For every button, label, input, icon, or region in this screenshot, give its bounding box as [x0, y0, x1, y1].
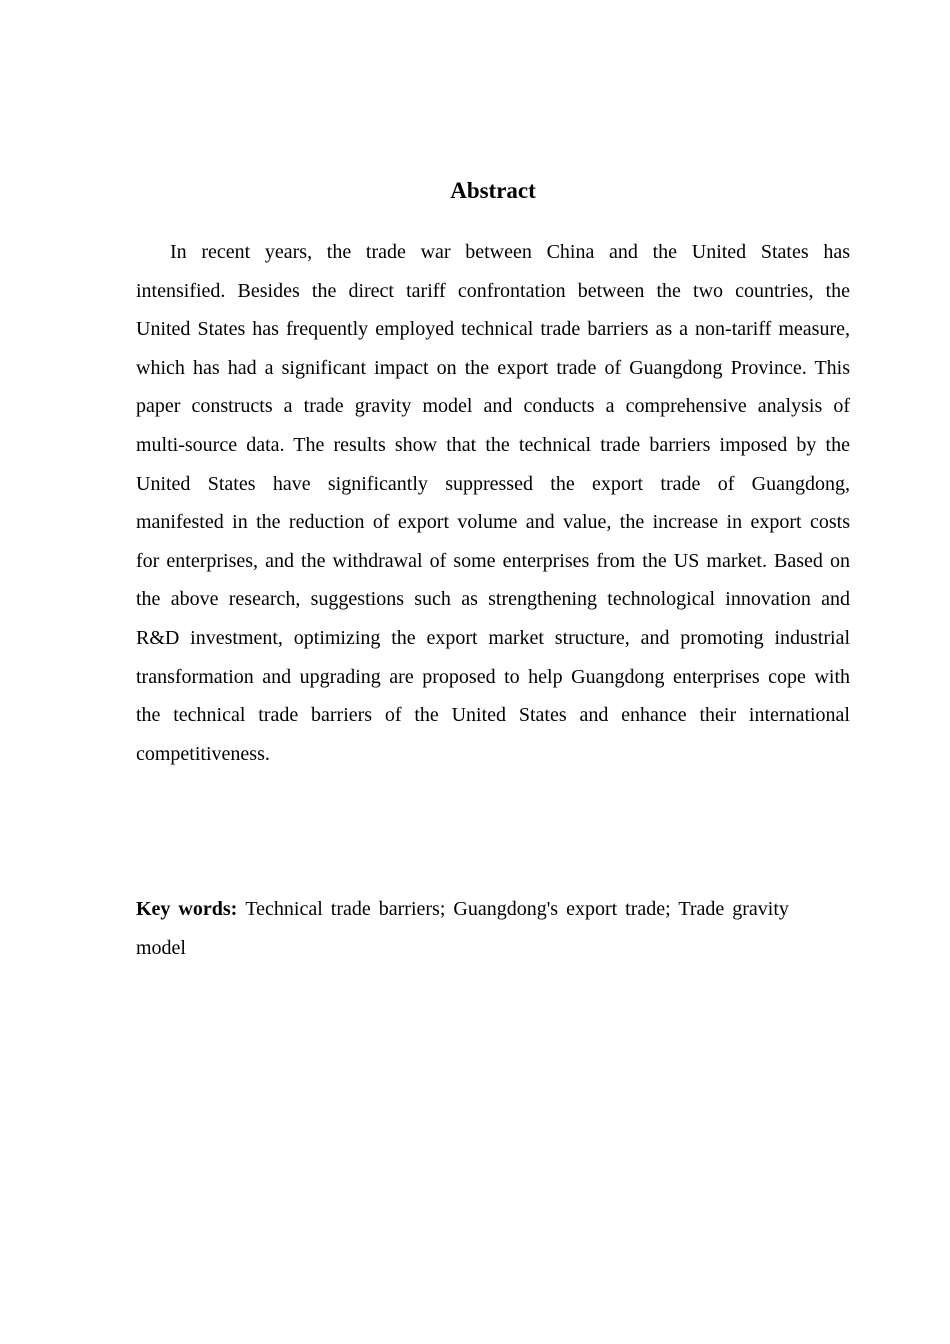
keywords-line — [136, 890, 826, 967]
abstract-body-paragraph: In recent years, the trade war between China and the United States has intensified. Besides the direct tariff confrontation between the two countries, the United States has frequently employed technical trade barriers as a non-tariff measure, which has had a significant impact on the export trade of Guangdong Province. This paper constructs a trade gravity model and conducts a comprehensive analysis of multi-source data. The results show that the technical trade barriers imposed by the United States have significantly suppressed the export trade of Guangdong, manifested in the reduction of export volume and value, the increase in export costs for enterprises, and the withdrawal of some enterprises from the US market. Based on the above research, suggestions such as strengthening technological innovation and R&D investment, optimizing the export market structure, and promoting industrial transformation and upgrading are proposed to help Guangdong enterprises cope with the technical trade barriers of the United States and enhance their international competitiveness. — [136, 241, 850, 765]
keywords-text: Technical trade barriers; Guangdong's export trade; Trade gravity model — [136, 898, 789, 959]
abstract-title: Abstract — [450, 178, 536, 203]
keywords-label: Key words: — [136, 898, 246, 920]
